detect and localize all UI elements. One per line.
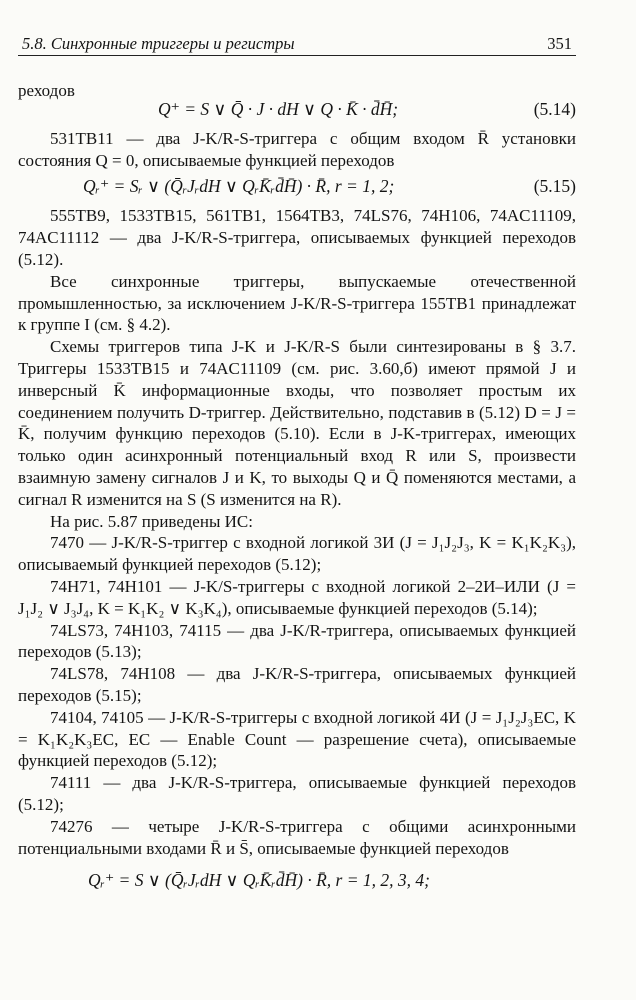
paragraph-7: 74H71, 74H101 — J-K/S-триггеры с входной логикой 2–2И–ИЛИ (J = J₁J₂ ∨ J₃J₄, K = K₁K₂ ∨ K₃K₄), описываемые функцией переходов (5.14); [18,576,576,618]
equation-number-5-15: (5.15) [533,176,576,197]
header-title: 5.8. Синхронные триггеры и регистры [22,34,295,53]
paragraph-11: 74111 — два J-K/R-S-триггера, описываемые функцией переходов (5.12); [18,773,576,814]
header-rule [18,55,576,56]
paragraph-9: 74LS78, 74H108 — два J-K/R-S-триггера, описываемых функцией переходов (5.15); [18,664,576,705]
paragraph-5: На рис. 5.87 приведены ИС: [50,511,253,531]
formula-5-15-expression: Qᵣ⁺ = Sᵣ ∨ (Q̄ᵣJᵣdH ∨ QᵣK̄ᵣd̄H̄) · R̄, r = 1, 2; [83,176,395,197]
paragraph-2: 555ТВ9, 1533ТВ15, 561ТВ1, 1564ТВ3, 74LS76, 74H106, 74AC11109, 74AC11112 — два J-K/R-S-триггера, описываемых функцией переходов (5.12). [18,206,576,269]
paragraph-12: 74276 — четыре J-K/R-S-триггера с общими асинхронными потенциальными входами R̄ и S̄, описываемые функцией переходов [18,816,576,858]
paragraph-8: 74LS73, 74H103, 74115 — два J-K/R-триггера, описываемых функцией переходов (5.13); [18,620,576,662]
paragraph-4: Схемы триггеров типа J-K и J-K/R-S были синтезированы в § 3.7. Триггеры 1533ТВ15 и 74AC11109 (см. рис. 3.60,б) имеют прямой J и инверсный K̄ информационные входы, что позволяет простым их соединением получить D-триггер. Действительно, подставив в (5.12) D = J = K̄, получим функцию переходов (5.10). Если в J-K-триггерах, имеющих только один асинхронный потенциальный вход R или S, произвести взаимную замену сигналов J и K, то выходы Q и Q̄ поменяются местами, а сигнал R изменится на S (S изменится на R). [18,337,576,509]
page-body [18,80,576,899]
formula-final [18,867,576,893]
paragraph-1: 531ТВ11 — два J-K/R-S-триггера с общим входом R̄ установки состояния Q = 0, описываемые функцией переходов [18,128,576,170]
formula-final-expression: Qᵣ⁺ = S ∨ (Q̄ᵣJᵣdH ∨ QᵣK̄ᵣd̄H̄) · R̄, r = 1, 2, 3, 4; [88,870,430,891]
paragraph-10: 74104, 74105 — J-K/R-S-триггеры с входной логикой 4И (J = J₁J₂J₃EC, K = K₁K₂K₃EC, EC — Enable Count — разрешение счета), описываемые функцией переходов (5.12); [18,707,576,771]
paragraph-6: 7470 — J-K/R-S-триггер с входной логикой 3И (J = J₁J₂J₃, K = K₁K₂K₃), описываемый функцией переходов (5.12); [18,533,576,575]
formula-5-15 [18,173,576,199]
formula-5-14 [18,96,576,122]
page-number: 351 [547,34,572,53]
formula-5-14-expression: Q⁺ = S ∨ Q̄ · J · dH ∨ Q · K̄ · d̄H̄; [158,98,399,119]
paragraph-3: Все синхронные триггеры, выпускаемые отечественной промышленностью, за исключением J-K/R-S-триггера 155ТВ1 принадлежат к группе I (см. § 4.2). [18,271,576,335]
running-header [22,34,572,54]
paragraph-0: реходов [18,81,75,100]
equation-number-5-14: (5.14) [533,98,576,119]
